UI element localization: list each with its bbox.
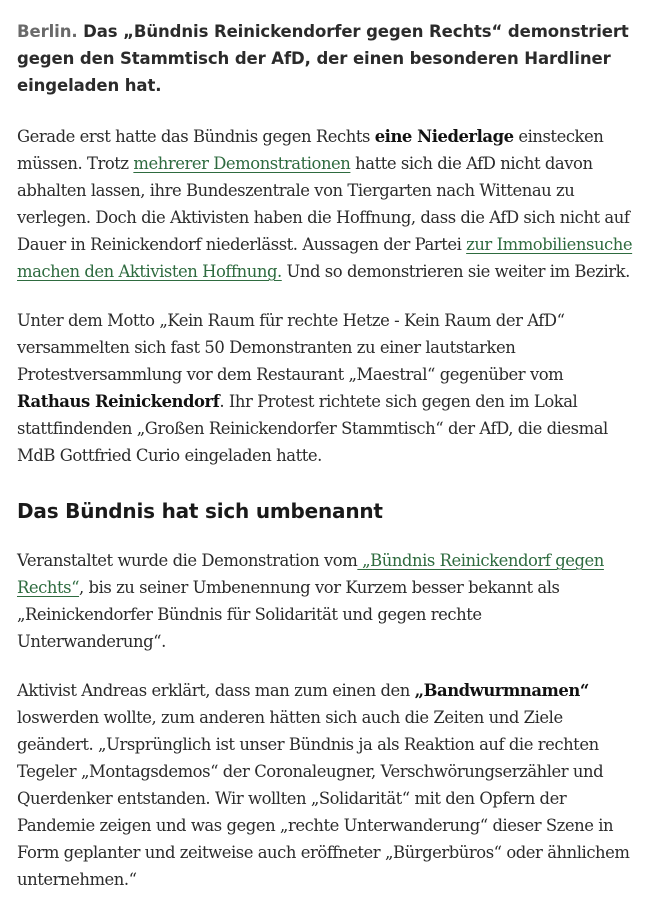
paragraph-2	[17, 307, 633, 469]
lead-text: Das „Bündnis Reinickendorfer gegen Rechts“ demonstriert gegen den Stammtisch der AfD, der einen besonderen Hardliner eingeladen hat.	[17, 22, 629, 95]
article-lead	[17, 18, 633, 99]
dateline-city: Berlin.	[17, 22, 78, 41]
paragraph-1	[17, 123, 633, 285]
text: einstecken müssen. Trotz	[17, 127, 604, 173]
section-heading: Das Bündnis hat sich umbenannt	[17, 499, 383, 523]
link-alliance[interactable]: „Bündnis Reinickendorf gegen Rechts“	[17, 551, 604, 597]
bold-text: eine Niederlage	[374, 127, 514, 146]
link-real-estate-search[interactable]: zur Immobiliensuche machen den Aktivisten Hoffnung.	[17, 235, 633, 281]
text: Und so demonstrieren sie weiter im Bezirk.	[281, 262, 630, 281]
text: Veranstaltet wurde die Demonstration vom	[17, 551, 358, 570]
text: hatte sich die AfD nicht davon abhalten lassen, ihre Bundeszentrale von Tiergarten nach Wittenau zu verlegen. Doch die Aktivisten haben die Hoffnung, dass die AfD sich nicht auf Dauer in Reinickendorf niederlässt. Aussagen der Partei	[17, 154, 630, 254]
bold-text: Rathaus Reinickendorf	[17, 392, 220, 411]
text: Gerade erst hatte das Bündnis gegen Rechts	[17, 127, 375, 146]
text: Aktivist Andreas erklärt, dass man zum einen den	[17, 681, 415, 700]
text: , bis zu seiner Umbenennung vor Kurzem besser bekannt als „Reinickendorfer Bündnis für Solidarität und gegen rechte Unterwanderung“.	[17, 578, 560, 651]
bold-text: „Bandwurmnamen“	[414, 681, 589, 700]
paragraph-4	[17, 677, 633, 893]
text: Unter dem Motto „Kein Raum für rechte Hetze - Kein Raum der AfD“ versammelten sich fast 50 Demonstranten zu einer lautstarken Protestversammlung vor dem Restaurant „Maestral“ gegenüber vom	[17, 311, 565, 384]
link-demonstrations[interactable]: mehrerer Demonstrationen	[133, 154, 351, 173]
paragraph-3	[17, 547, 633, 655]
text: . Ihr Protest richtete sich gegen den im Lokal stattfindenden „Großen Reinickendorfer Stammtisch“ der AfD, die diesmal MdB Gottfried Curio eingeladen hatte.	[17, 392, 608, 465]
text: loswerden wollte, zum anderen hätten sich auch die Zeiten und Ziele geändert. „Ursprünglich ist unser Bündnis ja als Reaktion auf die rechten Tegeler „Montagsdemos“ der Coronaleugner, Verschwörungserzähler und Querdenker entstanden. Wir wollten „Solidarität“ mit den Opfern der Pandemie zeigen und was gegen „rechte Unterwanderung“ dieser Szene in Form geplanter und zeitweise auch eröffneter „Bürgerbüros“ oder ähnlichem unternehmen.“	[17, 708, 630, 889]
